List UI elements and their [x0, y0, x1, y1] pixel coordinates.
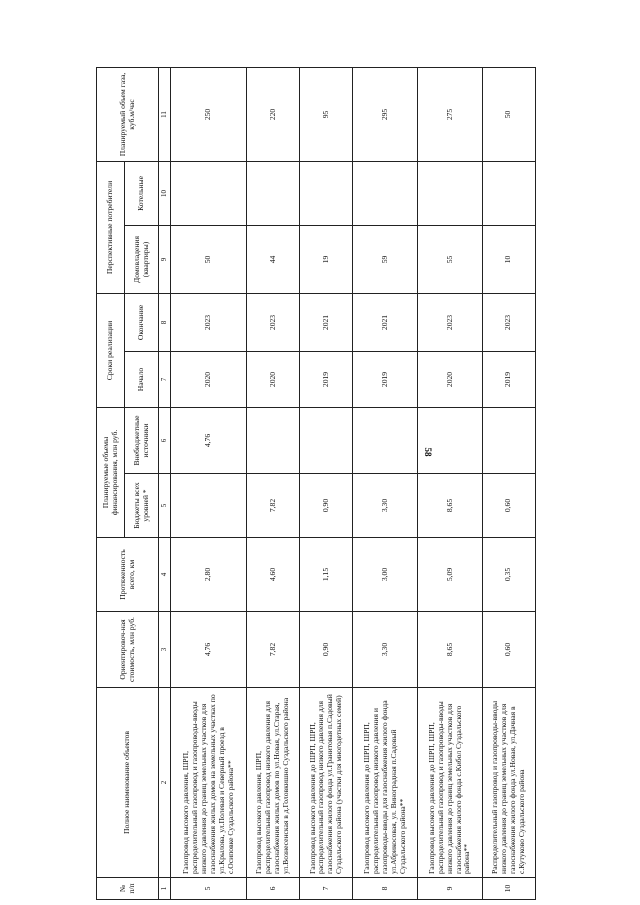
cell-start: 2019 — [482, 351, 535, 407]
cell-end: 2023 — [171, 293, 247, 351]
column-number: 3 — [159, 612, 171, 688]
cell-boilers — [482, 161, 535, 225]
cell-name: Газопровод высокого давления, ШРП, распределительный газопровод и газопроводы-вводы низкого давления до границ земельных участков для газоснабжения жилых домов на земельных участках по ул.Крылова, ул.Полевая и Северный проезд в с.Осиповке Суздальского района** — [171, 688, 247, 878]
cell-name: Распределительный газопровод и газопроводы-вводы низкого давления до границ земельных участков для газоснабжения жилого фонда ул.Новая, ул.Дачная в с.Кутуково Суздальского района — [482, 688, 535, 878]
cell-boilers — [247, 161, 300, 225]
cell-volume: 50 — [482, 67, 535, 161]
column-number: 5 — [159, 474, 171, 538]
cell-boilers — [171, 161, 247, 225]
cell-budgets — [171, 474, 247, 538]
header-volume: Планируемый объем газа, куб.м/час — [97, 67, 159, 161]
cell-houses: 10 — [482, 225, 535, 293]
cell-cost: 0,60 — [482, 612, 535, 688]
cell-boilers — [300, 161, 353, 225]
cell-length: 5,09 — [418, 538, 483, 612]
table-row — [247, 67, 300, 899]
cell-houses: 50 — [171, 225, 247, 293]
column-number-row — [159, 67, 171, 899]
cell-start: 2020 — [171, 351, 247, 407]
column-number: 1 — [159, 878, 171, 900]
header-start: Начало — [125, 351, 159, 407]
cell-no: 6 — [247, 878, 300, 900]
cell-offbudget — [300, 407, 353, 473]
cell-houses: 44 — [247, 225, 300, 293]
cell-length: 2,80 — [171, 538, 247, 612]
header-no: № п/п — [97, 878, 159, 900]
cell-budgets: 8,65 — [418, 474, 483, 538]
cell-length: 1,15 — [300, 538, 353, 612]
cell-offbudget — [353, 407, 418, 473]
cell-no: 8 — [353, 878, 418, 900]
column-number: 9 — [159, 225, 171, 293]
document-table-container — [96, 68, 536, 900]
table-row — [418, 67, 483, 899]
column-number: 8 — [159, 293, 171, 351]
cell-boilers — [353, 161, 418, 225]
cell-volume: 220 — [247, 67, 300, 161]
cell-length: 3,00 — [353, 538, 418, 612]
column-number: 6 — [159, 407, 171, 473]
header-offbudget: Внебюджетные источники — [125, 407, 159, 473]
cell-end: 2023 — [247, 293, 300, 351]
cell-offbudget — [482, 407, 535, 473]
column-number: 7 — [159, 351, 171, 407]
cell-start: 2019 — [353, 351, 418, 407]
cell-volume: 295 — [353, 67, 418, 161]
cell-end: 2021 — [300, 293, 353, 351]
header-cost: Ориентировоч-ная стоимость, млн руб. — [97, 612, 159, 688]
column-number: 2 — [159, 688, 171, 878]
cell-budgets: 3,30 — [353, 474, 418, 538]
cell-name: Газопровод высокого давления до ШРП, ШРП, распределительный газопровод низкого давления для газоснабжения жилого фонда ул.Гранитовая п.Садовый Суздальского района (участки для многодетных семей) — [300, 688, 353, 878]
cell-cost: 0,90 — [300, 612, 353, 688]
table-row — [353, 67, 418, 899]
cell-houses: 59 — [353, 225, 418, 293]
cell-end: 2023 — [482, 293, 535, 351]
cell-cost: 3,30 — [353, 612, 418, 688]
column-number: 10 — [159, 161, 171, 225]
column-number: 4 — [159, 538, 171, 612]
header-consumers: Перспективные потребители — [97, 161, 125, 293]
cell-name: Газопровод высокого давления, ШРП, распределительный газопровод низкого давления для газоснабжения жилых домов по ул.Новая, ул.Старая, ул.Вознесенская в д.Головкишно Суздальского района — [247, 688, 300, 878]
cell-name: Газопровод высокого давления до ШРП, ШРП, распределительный газопровод и газопроводы-вводы низкого давления до границ земельных участков для газоснабжения жилого фонда с.Кибол Суздальского района** — [418, 688, 483, 878]
cell-start: 2020 — [418, 351, 483, 407]
cell-volume: 275 — [418, 67, 483, 161]
cell-no: 9 — [418, 878, 483, 900]
cell-houses: 19 — [300, 225, 353, 293]
cell-no: 5 — [171, 878, 247, 900]
header-financing: Планируемые объемы финансирования, млн руб. — [97, 407, 125, 537]
table-row — [482, 67, 535, 899]
cell-volume: 250 — [171, 67, 247, 161]
header-boilers: Котельные — [125, 161, 159, 225]
cell-offbudget — [247, 407, 300, 473]
cell-length: 0,35 — [482, 538, 535, 612]
cell-start: 2020 — [247, 351, 300, 407]
cell-no: 7 — [300, 878, 353, 900]
header-name: Полное наименование объектов — [97, 688, 159, 878]
cell-end: 2021 — [353, 293, 418, 351]
header-terms: Сроки реализации — [97, 293, 125, 407]
cell-budgets: 7,82 — [247, 474, 300, 538]
cell-cost: 8,65 — [418, 612, 483, 688]
cell-houses: 55 — [418, 225, 483, 293]
cell-cost: 7,82 — [247, 612, 300, 688]
cell-budgets: 0,60 — [482, 474, 535, 538]
cell-offbudget: 4,76 — [171, 407, 247, 473]
gas-pipeline-table — [96, 67, 536, 900]
page-number: 58 — [423, 447, 433, 457]
header-length: Протяженность всего, км — [97, 538, 159, 612]
cell-start: 2019 — [300, 351, 353, 407]
column-number: 11 — [159, 67, 171, 161]
header-houses: Домовладения (квартиры) — [125, 225, 159, 293]
cell-name: Газопровод высокого давления до ШРП, ШРП, распределительный газопровод низкого давления и газопроводы-вводы для газоснабжения жилого фонда ул.Абрикосовая, ул. Виноградная п.Садовый Суздальского района** — [353, 688, 418, 878]
table-row — [300, 67, 353, 899]
table-row — [171, 67, 247, 899]
cell-cost: 4,76 — [171, 612, 247, 688]
cell-budgets: 0,90 — [300, 474, 353, 538]
header-budgets: Бюджеты всех уровней * — [125, 474, 159, 538]
cell-volume: 95 — [300, 67, 353, 161]
cell-end: 2023 — [418, 293, 483, 351]
cell-offbudget — [418, 407, 483, 473]
cell-boilers — [418, 161, 483, 225]
header-end: Окончание — [125, 293, 159, 351]
cell-length: 4,60 — [247, 538, 300, 612]
cell-no: 10 — [482, 878, 535, 900]
